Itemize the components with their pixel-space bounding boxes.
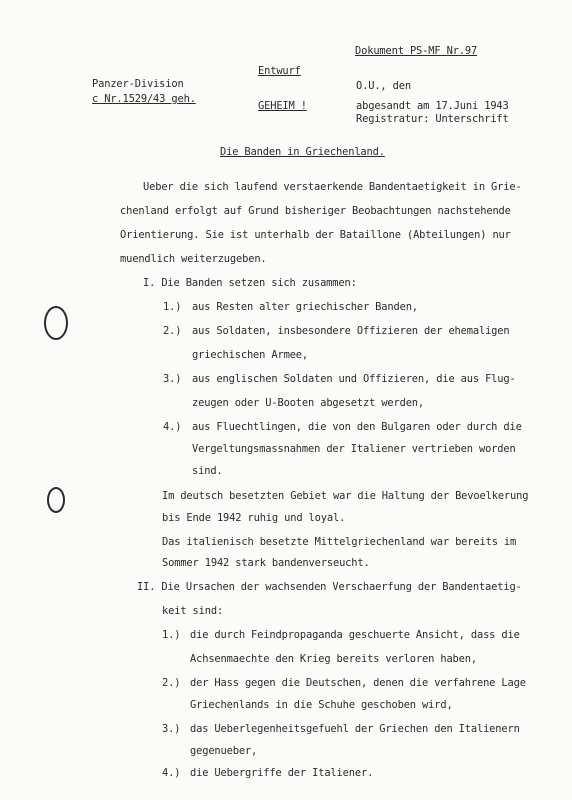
place-date-label: O.U., den xyxy=(356,80,411,92)
item-number: 1.) xyxy=(162,629,181,641)
sent-date: abgesandt am 17.Juni 1943 xyxy=(356,100,509,112)
item-text: die Uebergriffe der Italiener. xyxy=(190,767,374,779)
item-text: aus Resten alter griechischer Banden, xyxy=(192,301,418,313)
item-text: die durch Feindpropaganda geschuerte Ansicht, dass die xyxy=(190,629,520,641)
item-text: der Hass gegen die Deutschen, denen die verfahrene Lage xyxy=(190,677,526,689)
intro-line: Ueber die sich laufend verstaerkende Bandentaetigkeit in Grie- xyxy=(143,181,522,193)
draft-label: Entwurf xyxy=(258,65,301,77)
item-number: 2.) xyxy=(163,325,182,337)
item-text: Griechenlands in die Schuhe geschoben wird, xyxy=(190,699,453,711)
section-heading: keit sind: xyxy=(162,605,224,617)
item-number: 2.) xyxy=(162,677,181,689)
intro-line: chenland erfolgt auf Grund bisheriger Beobachtungen nachstehende xyxy=(120,205,511,217)
item-text: aus englischen Soldaten und Offizieren, die aus Flug- xyxy=(192,373,516,385)
intro-line: muendlich weiterzugeben. xyxy=(120,253,267,265)
section-heading: II. Die Ursachen der wachsenden Verschaerfung der Bandentaetig- xyxy=(137,581,522,593)
registrar-label: Registratur: Unterschrift xyxy=(356,113,509,125)
item-text: aus Fluechtlingen, die von den Bulgaren oder durch die xyxy=(192,421,522,433)
punch-hole-icon xyxy=(44,306,68,340)
intro-line: Orientierung. Sie ist unterhalb der Bataillone (Abteilungen) nur xyxy=(120,229,511,241)
item-text: aus Soldaten, insbesondere Offizieren der ehemaligen xyxy=(192,325,510,337)
paragraph-line: Im deutsch besetzten Gebiet war die Haltung der Bevoelkerung xyxy=(162,490,529,502)
item-text: griechischen Armee, xyxy=(192,349,309,361)
item-text: Achsenmaechte den Krieg bereits verloren haben, xyxy=(190,653,477,665)
paragraph-line: Sommer 1942 stark bandenverseucht. xyxy=(162,557,370,569)
item-text: zeugen oder U-Booten abgesetzt werden, xyxy=(192,397,425,409)
document-title: Die Banden in Griechenland. xyxy=(220,146,385,158)
punch-hole-icon xyxy=(47,487,65,513)
item-number: 3.) xyxy=(162,723,181,735)
paragraph-line: bis Ende 1942 ruhig und loyal. xyxy=(162,512,346,524)
document-number: Dokument PS-MF Nr.97 xyxy=(355,45,478,57)
secret-label: GEHEIM ! xyxy=(258,100,307,112)
item-text: gegenueber, xyxy=(190,745,258,757)
item-text: sind. xyxy=(192,465,223,477)
item-text: Vergeltungsmassnahmen der Italiener vertrieben worden xyxy=(192,443,516,455)
item-text: das Ueberlegenheitsgefuehl der Griechen den Italienern xyxy=(190,723,520,735)
paragraph-line: Das italienisch besetzte Mittelgriechenland war bereits im xyxy=(162,536,517,548)
item-number: 1.) xyxy=(163,301,182,313)
item-number: 3.) xyxy=(163,373,182,385)
item-number: 4.) xyxy=(162,767,181,779)
section-heading: I. Die Banden setzen sich zusammen: xyxy=(143,277,357,289)
reference-number: c Nr.1529/43 geh. xyxy=(92,93,196,105)
item-number: 4.) xyxy=(163,421,182,433)
division-label: Panzer-Division xyxy=(92,78,184,90)
